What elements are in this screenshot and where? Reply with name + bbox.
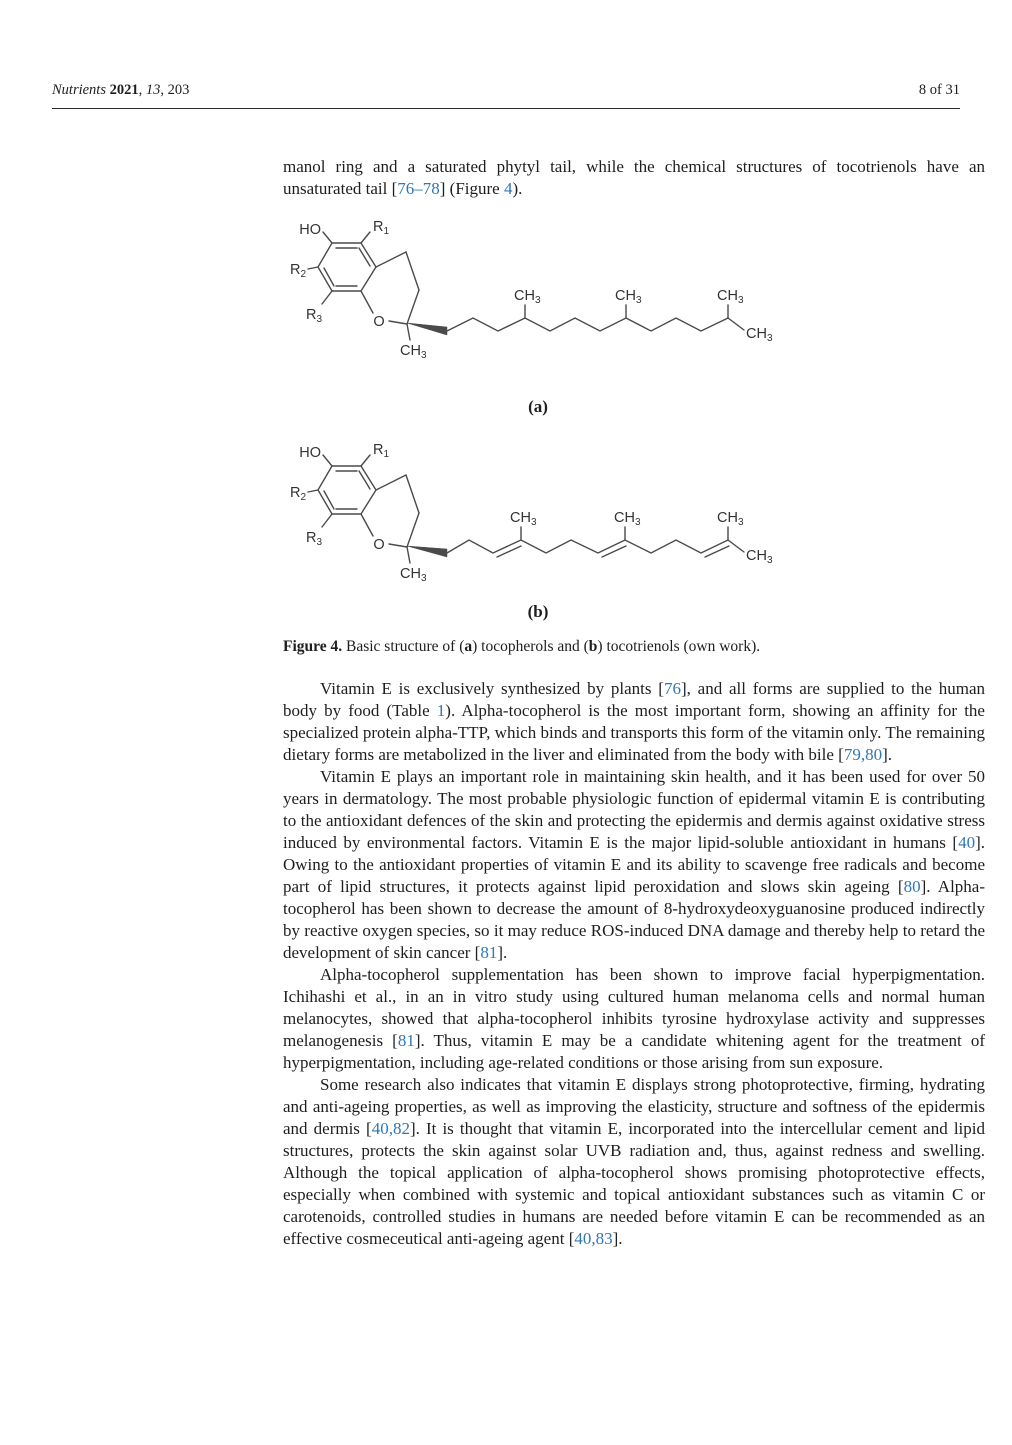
- header-divider: [52, 108, 960, 109]
- text-segment: ] (Figure: [439, 179, 504, 198]
- text-segment: 2021: [109, 82, 139, 98]
- page-number: 8 of 31: [918, 82, 960, 98]
- citation-link[interactable]: 40: [958, 833, 976, 852]
- citation-link[interactable]: 40,83: [574, 1229, 613, 1248]
- text-segment: 13: [145, 82, 161, 98]
- text-segment: ]. Owing to the antioxidant properties of vitamin E and its ability to scavenge free radicals and become part of lipid structures, it protects against lipid peroxidation and slows skin ageing [: [283, 833, 985, 896]
- citation-link[interactable]: 76: [663, 679, 681, 698]
- text-segment: Basic structure of (: [342, 638, 465, 655]
- text-segment: ) tocotrienols (own work).: [597, 638, 761, 655]
- atom-label-ch3: $CH_3$: [514, 288, 541, 306]
- body-paragraph-4: [283, 1074, 985, 1250]
- atom-label-ch3: $CH_3$: [746, 326, 773, 344]
- atom-label-ho: HO: [299, 445, 321, 461]
- text-segment: ].: [882, 745, 892, 764]
- sub-label-b: (b): [527, 602, 549, 621]
- citation-link[interactable]: 81: [397, 1031, 415, 1050]
- citation-link[interactable]: 4: [503, 179, 513, 198]
- citation-link[interactable]: 76–78: [397, 179, 440, 198]
- atom-label-ch3: $CH_3$: [400, 343, 427, 361]
- text-segment: ]. Alpha-tocopherol has been shown to decrease the amount of 8-hydroxydeoxyguanosine produced indirectly by reactive oxygen species, so it may reduce ROS-induced DNA damage and thereby help to retard the development of skin cancer [: [283, 877, 985, 962]
- atom-label-r1: $R_1$: [373, 219, 390, 237]
- atom-label-ch3: $CH_3$: [615, 288, 642, 306]
- sub-label-a: (a): [528, 397, 548, 416]
- text-segment: ). Alpha-tocopherol is the most important form, showing an affinity for the specialized protein alpha-TTP, which binds and transports this form of the vitamin only. The remaining dietary forms are metabolized in the liver and eliminated from the body with bile [: [283, 701, 985, 764]
- atom-label-ch3: $CH_3$: [717, 288, 744, 306]
- text-segment: ]. It is thought that vitamin E, incorporated into the intercellular cement and lipid structures, protects the skin against solar UVB radiation and, thus, against redness and swelling. Although the topical application of alpha-tocopherol shows promising photoprotective effects, especially when combined with systemic and topical antioxidant substances such as vitamin C or carotenoids, controlled studies in humans are needed before vitamin E can be recommended as an effective cosmeceutical anti-ageing agent [: [283, 1119, 985, 1248]
- atom-label-ch3: $CH_3$: [510, 510, 537, 528]
- text-segment: ).: [512, 179, 523, 198]
- atom-label-o: O: [373, 537, 385, 553]
- atom-label-ch3: $CH_3$: [400, 566, 427, 584]
- citation-link[interactable]: 40,82: [371, 1119, 410, 1138]
- text-segment: manol ring and a saturated phytyl tail, while the chemical structures of tocotrienols have an unsaturated tail [: [283, 157, 985, 198]
- atom-label-ho: HO: [299, 222, 321, 238]
- text-segment: , 203: [160, 82, 190, 98]
- journal-reference: [52, 82, 189, 99]
- intro-paragraph: [283, 156, 985, 200]
- text-segment: ,: [138, 82, 146, 98]
- citation-link[interactable]: 1: [436, 701, 446, 720]
- text-segment: ], and all forms are supplied to the human body by food (Table: [283, 679, 985, 720]
- citation-link[interactable]: 81: [480, 943, 498, 962]
- atom-label-o: O: [373, 314, 385, 330]
- body-paragraph-2: [283, 766, 985, 964]
- structure-b-diagram: [283, 431, 793, 593]
- text-segment: Vitamin E is exclusively synthesized by plants [: [320, 679, 664, 698]
- citation-link[interactable]: 80: [903, 877, 921, 896]
- atom-label-r3: $R_3$: [305, 530, 323, 548]
- text-segment: Nutrients: [52, 82, 106, 98]
- structure-a-diagram: [283, 208, 793, 370]
- text-segment: b: [588, 638, 598, 655]
- text-segment: ) tocopherols and (: [472, 638, 589, 655]
- atom-label-ch3: $CH_3$: [746, 548, 773, 566]
- atom-label-ch3: $CH_3$: [717, 510, 744, 528]
- atom-label-r3: $R_3$: [305, 307, 323, 325]
- text-segment: ]. Thus, vitamin E may be a candidate whitening agent for the treatment of hyperpigmentation, including age-related conditions or those arising from sun exposure.: [283, 1031, 985, 1072]
- citation-link[interactable]: 79,80: [843, 745, 883, 764]
- figure-caption: [283, 636, 985, 657]
- page-header: [52, 82, 960, 99]
- text-segment: ].: [612, 1229, 623, 1248]
- text-column: [283, 156, 985, 1250]
- atom-label-r1: $R_1$: [373, 442, 390, 460]
- body-paragraph-1: [283, 678, 985, 766]
- text-segment: a: [464, 638, 473, 655]
- body-paragraph-3: [283, 964, 985, 1074]
- text-segment: Some research also indicates that vitamin E displays strong photoprotective, firming, hydrating and anti-ageing properties, as well as improving the elasticity, structure and softness of the epidermis and dermis [: [283, 1075, 985, 1138]
- text-segment: Figure 4.: [283, 638, 343, 655]
- text-segment: Alpha-tocopherol supplementation has been shown to improve facial hyperpigmentation. Ichihashi et al., in an in vitro study using cultured human melanoma cells and normal human melanocytes, showed that alpha-tocopherol inhibits tyrosine hydroxylase activity and suppresses melanogenesis [: [283, 965, 985, 1050]
- figure-4: [283, 208, 985, 657]
- text-segment: Vitamin E plays an important role in maintaining skin health, and it has been used for over 50 years in dermatology. The most probable physiologic function of epidermal vitamin E is contributing to the antioxidant defences of the skin and protecting the epidermis and dermis against oxidative stress induced by environmental factors. Vitamin E is the major lipid-soluble antioxidant in humans [: [283, 767, 985, 852]
- text-segment: ].: [497, 943, 508, 962]
- atom-label-r2: $R_2$: [289, 262, 306, 280]
- atom-label-ch3: $CH_3$: [614, 510, 641, 528]
- atom-label-r2: $R_2$: [289, 485, 306, 503]
